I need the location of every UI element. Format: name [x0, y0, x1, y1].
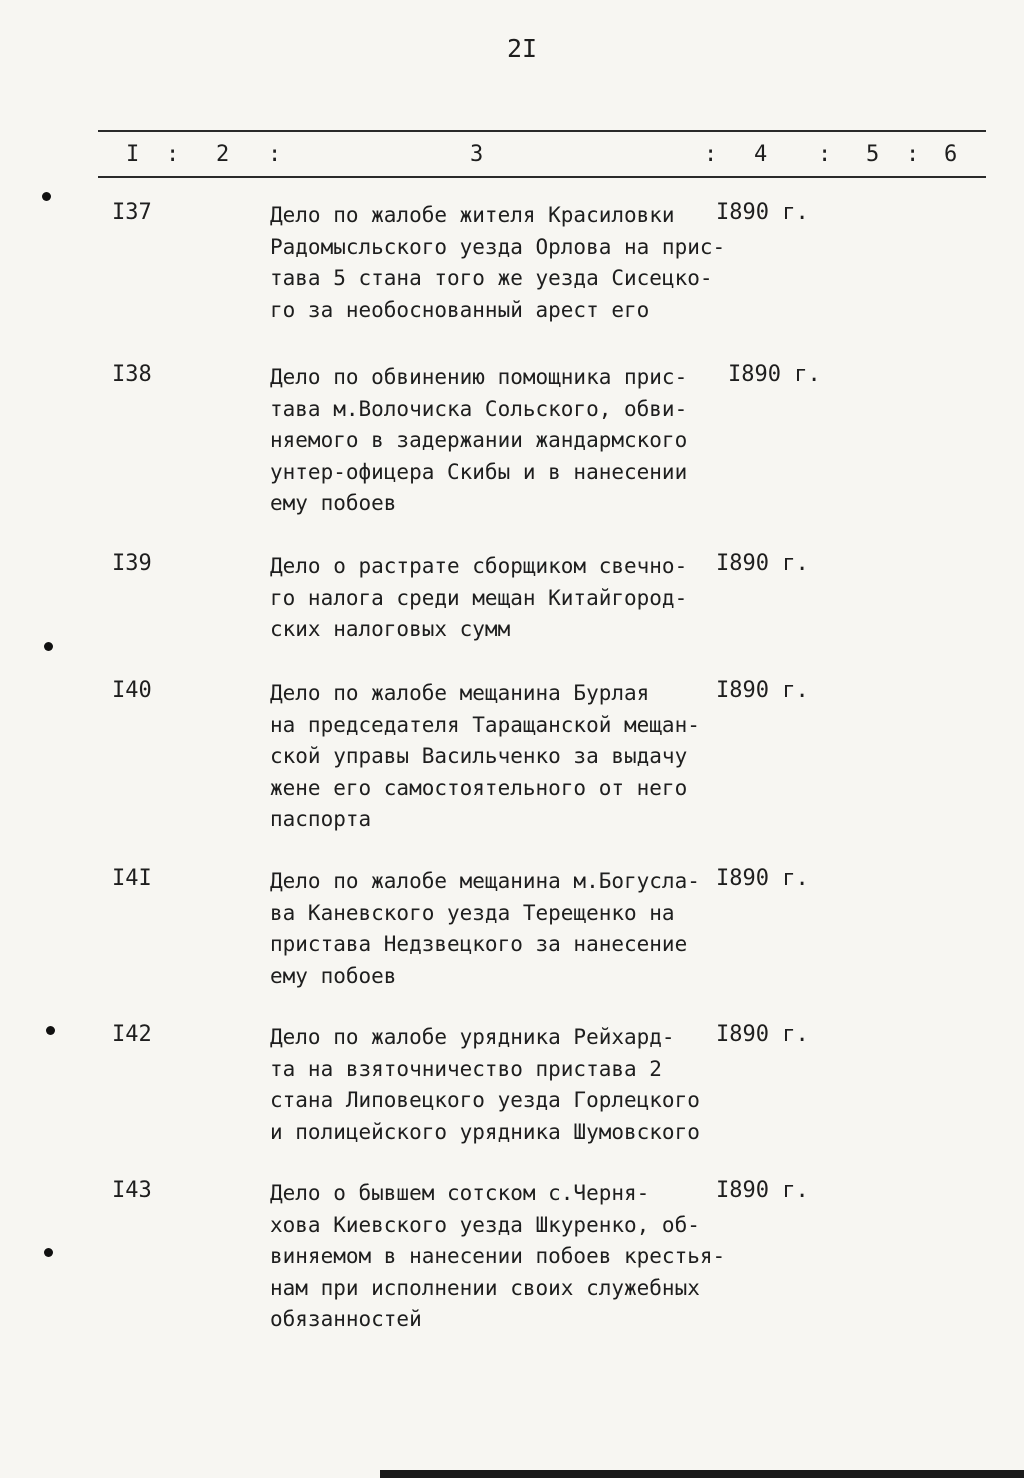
- record-description: Дело по жалобе мещанина м.Богусла- ва Каневского уезда Терещенко на пристава Недзвецкого за нанесение ему побоев: [270, 869, 700, 988]
- record-description: Дело о бывшем сотском с.Черня- хова Киевского уезда Шкуренко, об- виняемом в нанесении побоев крестья- нам при исполнении своих служебных обязанностей: [270, 1181, 726, 1331]
- record-description: Дело по жалобе мещанина Бурлая на председателя Таращанской мещан- ской управы Васильченко за выдачу жене его самостоятельного от него паспорта: [270, 681, 700, 831]
- column-header-1: I: [126, 142, 140, 167]
- record-number: I39: [112, 551, 152, 576]
- record-year: I890 г.: [716, 1022, 809, 1047]
- record-number: I38: [112, 362, 152, 387]
- record-description: Дело по жалобе урядника Рейхард- та на взяточничество пристава 2 стана Липовецкого уезда Горлецкого и полицейского урядника Шумовского: [270, 1025, 700, 1144]
- column-header-3: 3: [470, 142, 484, 167]
- record-description: Дело по жалобе жителя Красиловки Радомысльского уезда Орлова на прис- тава 5 стана того же уезда Сисецко- го за необоснованный арест его: [270, 203, 726, 322]
- record-year: I890 г.: [716, 200, 809, 225]
- record-number: I37: [112, 200, 152, 225]
- page-number: 2I: [506, 34, 538, 63]
- punch-hole-mark: [44, 1248, 53, 1257]
- column-header-5: 5: [866, 142, 880, 167]
- record-year: I890 г.: [716, 678, 809, 703]
- column-header-2: 2: [216, 142, 230, 167]
- column-separator: :: [166, 142, 180, 167]
- record-year: I890 г.: [716, 1178, 809, 1203]
- record-number: I42: [112, 1022, 152, 1047]
- record-description: Дело по обвинению помощника прис- тава м.Волочиска Сольского, обви- няемого в задержании жандармского унтер-офицера Скибы и в нанесении ему побоев: [270, 365, 688, 515]
- record-number: I4I: [112, 866, 152, 891]
- punch-hole-mark: [44, 642, 53, 651]
- record-description: Дело о растрате сборщиком свечно- го налога среди мещан Китайгород- ских налоговых сумм: [270, 554, 688, 641]
- punch-hole-mark: [46, 1026, 55, 1035]
- record-number: I43: [112, 1178, 152, 1203]
- scan-bottom-edge: [380, 1470, 1024, 1478]
- record-year: I890 г.: [728, 362, 821, 387]
- record-year: I890 г.: [716, 551, 809, 576]
- table-header-rule: [98, 176, 986, 178]
- table-top-rule: [98, 130, 986, 132]
- record-year: I890 г.: [716, 866, 809, 891]
- record-number: I40: [112, 678, 152, 703]
- column-separator: :: [906, 142, 920, 167]
- column-header-4: 4: [754, 142, 768, 167]
- column-separator: :: [704, 142, 718, 167]
- punch-hole-mark: [42, 192, 51, 201]
- column-header-6: 6: [944, 142, 958, 167]
- column-separator: :: [268, 142, 282, 167]
- column-separator: :: [818, 142, 832, 167]
